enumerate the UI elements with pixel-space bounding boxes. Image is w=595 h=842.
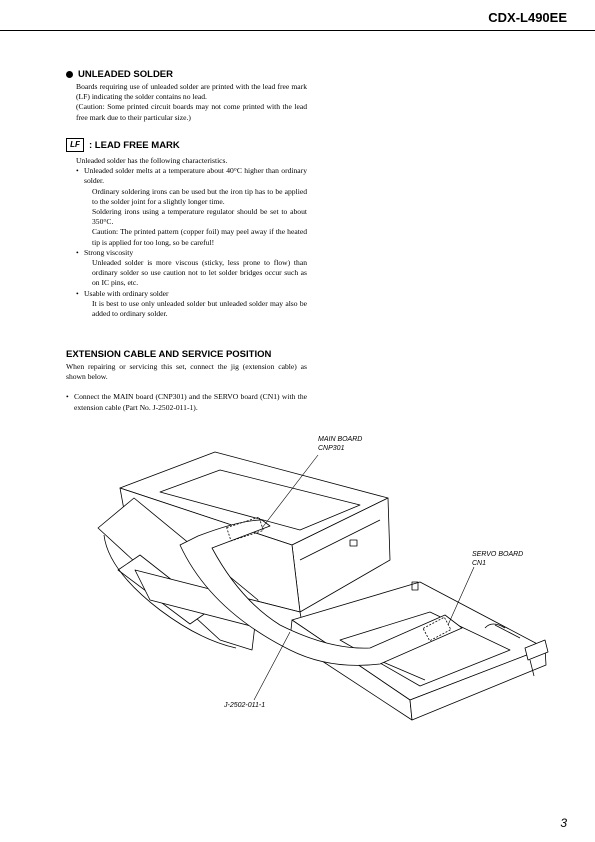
unleaded-paragraph-1: Boards requiring use of unleaded solder are printed with the lead free mark (LF) indicating the solder contains no lead. [76, 82, 307, 102]
list-bullet: • [76, 288, 79, 298]
servo-board-label-line-1: SERVO BOARD [472, 551, 524, 558]
unleaded-heading: UNLEADED SOLDER [78, 69, 174, 80]
lf-item-1-sub-1: Ordinary soldering irons can be used but the iron tip has to be applied to the solder joint for a slightly longer time. [92, 186, 307, 206]
model-number: CDX-L490EE [488, 10, 567, 25]
page-number: 3 [560, 816, 567, 830]
lf-item-2-sub-1: Unleaded solder is more viscous (sticky, less prone to flow) than ordinary solder so use caution not to let solder bridges occur such as on IC pins, etc. [92, 258, 307, 288]
main-board-label [318, 436, 362, 453]
cable-part-label: J-2502-011-1 [224, 702, 266, 709]
list-bullet: • [66, 392, 69, 402]
list-bullet: • [76, 247, 79, 257]
list-bullet: • [76, 166, 79, 176]
lf-item-3: Usable with ordinary solder [84, 288, 169, 298]
lf-item-1-sub-2: Soldering irons using a temperature regulator should be set to about 350°C. [92, 207, 307, 227]
lf-heading: : LEAD FREE MARK [89, 139, 180, 151]
lead-free-mark-icon: LF [66, 138, 84, 152]
lf-item-2: Strong viscosity [84, 247, 134, 257]
extension-paragraph: When repairing or servicing this set, connect the jig (extension cable) as shown below. [66, 362, 307, 382]
lf-item-1: Unleaded solder melts at a temperature about 40°C higher than ordinary solder. [84, 166, 307, 186]
main-board-label-line-1: MAIN BOARD [318, 436, 363, 443]
servo-board-label-line-2: CN1 [472, 559, 487, 567]
cable-leader [254, 632, 290, 700]
main-board-label-line-2: CNP301 [318, 444, 345, 452]
extension-bullet: Connect the MAIN board (CNP301) and the SERVO board (CN1) with the extension cable (Part No. J-2502-011-1). [74, 392, 307, 412]
extension-heading: EXTENSION CABLE AND SERVICE POSITION [66, 349, 272, 360]
unleaded-paragraph-2: (Caution: Some printed circuit boards may not come printed with the lead free mark due to their particular size.) [76, 102, 307, 122]
servo-board-label [472, 551, 523, 568]
lf-intro: Unleaded solder has the following characteristics. [76, 156, 228, 165]
lf-item-3-sub-1: It is best to use only unleaded solder but unleaded solder may also be added to ordinary solder. [92, 298, 307, 319]
lf-item-1-sub-3: Caution: The printed pattern (copper foil) may peel away if the heated tip is applied for too long, so be careful! [92, 227, 307, 247]
